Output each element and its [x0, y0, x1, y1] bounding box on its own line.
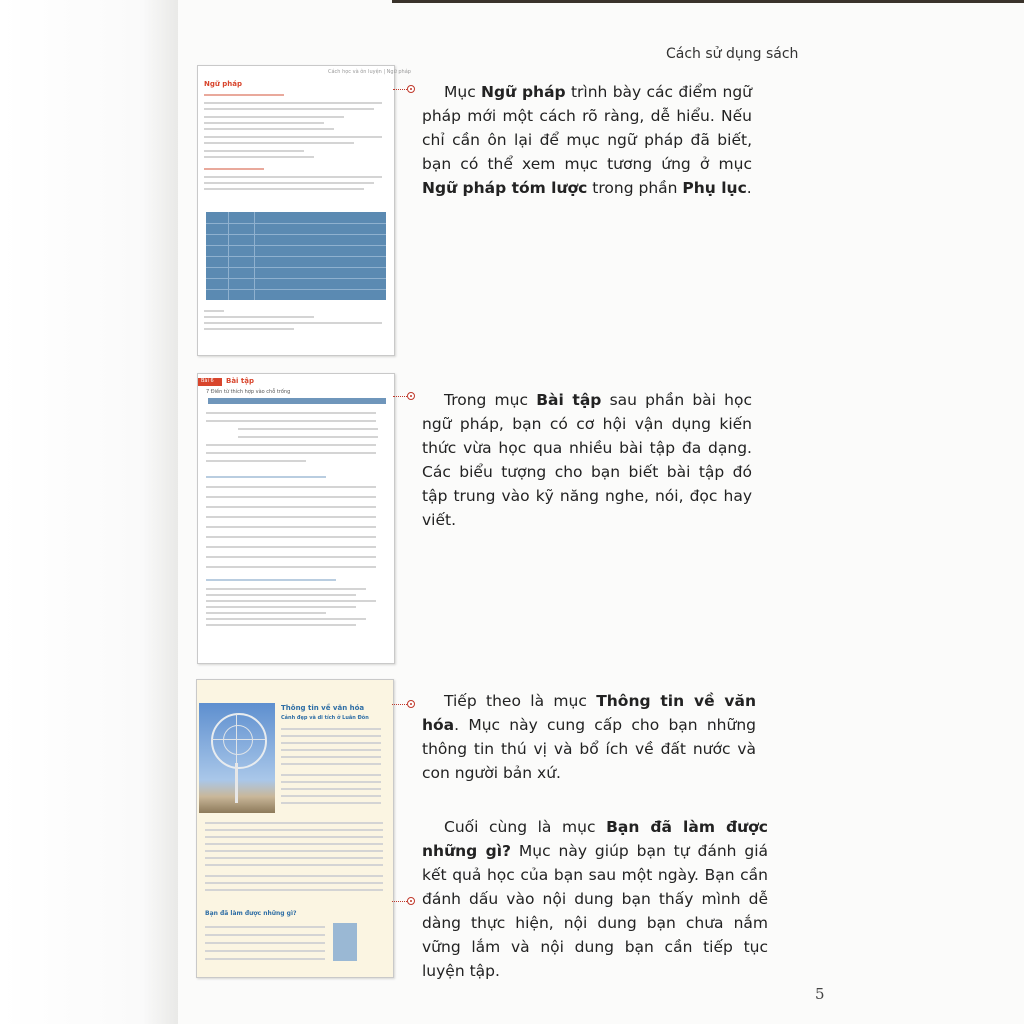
thumbnail-culture-page [196, 679, 394, 978]
thumb-title: Ngữ pháp [204, 80, 243, 88]
thumb-checklist-title: Bạn đã làm được những gì? [205, 910, 297, 917]
thumb-blue-bar [208, 398, 386, 404]
paragraph-self-assessment: Cuối cùng là mục Bạn đã làm được những gì? Mục này giúp bạn tự đánh giá kết quả học của bạn sau một ngày. Bạn cần đánh dấu vào nội dung bạn thấy mình dễ dàng thực hiện, nội dung bạn chưa nắm vững lắm và nội dung bạn cần tiếp tục luyện tập. [422, 818, 769, 980]
callout-dot-3 [407, 700, 415, 708]
connector-3 [392, 704, 407, 706]
connector-2 [393, 396, 407, 398]
thumb-checkbox-grid [333, 923, 357, 961]
paragraph-exercises: Trong mục Bài tập sau phần bài học ngữ pháp, bạn có cơ hội vận dụng kiến thức vừa học qua nhiều bài tập đa dạng. Các biểu tượng cho bạn biết bài tập đó tập trung vào kỹ năng nghe, nói, đọc hay viết. [422, 391, 753, 529]
callout-dot-4 [407, 897, 415, 905]
callout-dot-2 [407, 392, 415, 400]
thumb-instruction: 7 Điền từ thích hợp vào chỗ trống [206, 389, 291, 395]
running-header: Cách sử dụng sách [666, 46, 799, 62]
thumb-tab-label: Bài 6 [201, 378, 214, 384]
thumb-title: Bài tập [226, 377, 254, 385]
connector-4 [392, 901, 407, 903]
london-eye-photo [199, 703, 275, 813]
thumbnail-exercises-page [197, 373, 395, 664]
page-number: 5 [815, 985, 825, 1003]
connector-1 [393, 89, 407, 91]
callout-dot-1 [407, 85, 415, 93]
paragraph-culture: Tiếp theo là mục Thông tin về văn hóa. Mục này cung cấp cho bạn những thông tin thú vị và bổ ích về đất nước và con người bản xứ. [422, 692, 756, 782]
thumb-subtitle: Cảnh đẹp và di tích ở Luân Đôn [281, 715, 369, 721]
top-edge [392, 0, 1024, 3]
thumbnail-grammar-page [197, 65, 411, 356]
thumb-table [206, 212, 386, 300]
paragraph-grammar: Mục Ngữ pháp trình bày các điểm ngữ pháp mới một cách rõ ràng, dễ hiểu. Nếu chỉ cần ôn lại để mục ngữ pháp đã biết, bạn có thể xem mục tương ứng ở mục Ngữ pháp tóm lược trong phần Phụ lục. [422, 83, 752, 197]
binding-shadow [0, 0, 178, 1024]
thumb-header: Cách học và ôn luyện | Ngữ pháp [328, 69, 411, 75]
thumb-title: Thông tin về văn hóa [281, 704, 365, 712]
